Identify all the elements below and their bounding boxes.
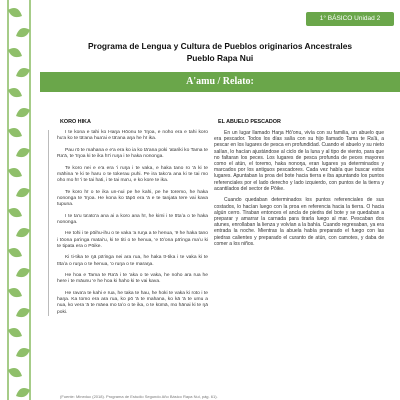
rapanui-paragraph: He tohi i te pōihu-ihu o te vaka 'a ruŋa a te henua, 'ē he haka tano i tōona pa'inga matai'u, ki te titi o te henua, 'e tōʻona pā'inga maʻu ki te tipata era o Pōike.	[57, 231, 208, 249]
rapanui-paragraph: He hoa e Tama te Ra'ā i te 'aka o te vaka, he noho ara rua he here i te māunu 'e he hoa ki haho ki te vai kava.	[57, 273, 208, 285]
spanish-story-body	[214, 130, 384, 247]
rapanui-story-title: KORO HĪKA	[60, 119, 91, 125]
grade-badge: 1° BÁSICO Unidad 2	[306, 12, 394, 26]
rapanui-paragraph: He rava'a te kahi e rua, he taka te hau, he hoki te vaka ki roto i te haŋa. Ka tomo era ara rua, ko pō 'ā te mahana, ko kā 'ā te umu a nua, ko vera 'ā te māea mo taʻo o te ika, o te kūmā, mo hānai ki te ŋā poki.	[57, 290, 208, 315]
source-citation: (Fuente: Mineduc (2018). Programa de Estudio Segundo Año Básico Rapa Nui, pág. 61).	[60, 394, 218, 399]
rapanui-story-body	[48, 130, 208, 316]
spanish-story-title: EL ABUELO PESCADOR	[218, 119, 281, 125]
section-title: A'amu / Relato:	[186, 76, 254, 87]
rapanui-paragraph: I te ta'u ta'ato'a ana ai a koro ana hī, he kimi i te tītaʻa o te haka nononga.	[57, 213, 208, 225]
rapanui-paragraph: Ki ti-tika te ŋā pā'inga nei ara rua, he haka tī-tika i te vaka ki te tītaʻa o ruŋa o te henua, 'o ruŋa o te maraŋa.	[57, 255, 208, 267]
leaf-pattern-icon	[0, 0, 40, 400]
rapanui-text-column	[48, 119, 208, 395]
spanish-text-column	[214, 119, 384, 395]
program-title: Programa de Lengua y Cultura de Pueblos originarios Ancestrales	[87, 41, 353, 51]
decorative-border	[0, 0, 40, 400]
section-header-bar	[40, 72, 400, 92]
rapanui-paragraph: Pau rō te mahana e e'a era ko ia ko tā'ana poki 'atariki ko Tama te Ra'ā, te 'īŋoa ki te ika hī'i ruŋa i te haka nononga.	[57, 147, 208, 159]
rapanui-paragraph: Te koro nei e e'a era 'i ruŋa i te vaka, e haka tano ro 'ā ki te māhina 'e ki te haru o te tokerau puhi. Pe ira tako'a ana ki te tai mo oho mo hī 'i te tai hati, i te tai ma'u, e ko kore te ika.	[57, 165, 208, 183]
rapanui-paragraph: I te kona e tahi ko Haŋa Hōonu te 'īŋoa, e noho era e tahi koro hu'a ko te tā'ana hua'ai e tā'ana aŋa he hī ika.	[57, 130, 208, 142]
rapanui-paragraph: Te koro hī o te ika un-nui pe he kahi, pe he toremo, he haka nononga te 'īŋoa. He kona ko tāpō era 'ā e te tanjata tere vai kava tupuna.	[57, 189, 208, 207]
top-bar	[40, 0, 400, 40]
spanish-paragraph: En un lugar llamado Haŋa Hō'onu, vivía con su familia, un abuelo que era pescador. Todos los días salía con su hijo llamado Tama te Ra'ā, a pescar en los lugares de pesca en profundidad. Cuando el abuelo y su nieto salían, lo hacían ajustándose al ciclo de la luna y al tipo de viento, para que no faltaran los peces. Los lugares de pesca profunda de peces mayores como el atún, el toremo, haka nonoŋa, eran lugares ya determinados y marcados por los antiguos pescadores. Cada vez había que buscar estos lugares. Apuntaban la proa del bote hacia tierra e iba apuntando los puntos referenciales por el lado derecho y lado izquierdo, con puntos de la tierra y acantilados del sector de Pōike.	[214, 130, 384, 192]
program-subtitle: Pueblo Rapa Nui	[186, 53, 254, 63]
spanish-paragraph: Cuando quedaban determinados los puntos referenciales de sus costados, lo hacían luego con la proa en referencia hacia la tierra. O hacia algún cerro. Tiraban entonces el ancla de piedra del bote y se quedaban a preparar y amarrar la carnada para tirarla luego al mar. Pescaban dos atunes, enrollaban la lienza y volvían a la bahía. Cuando regresaban, ya era entrada la noche. Mientras la abuela había preparado el fuego con las piedras calientes y preparado el curanto de atún, con camotes, y daba de comer a los niños.	[214, 197, 384, 247]
